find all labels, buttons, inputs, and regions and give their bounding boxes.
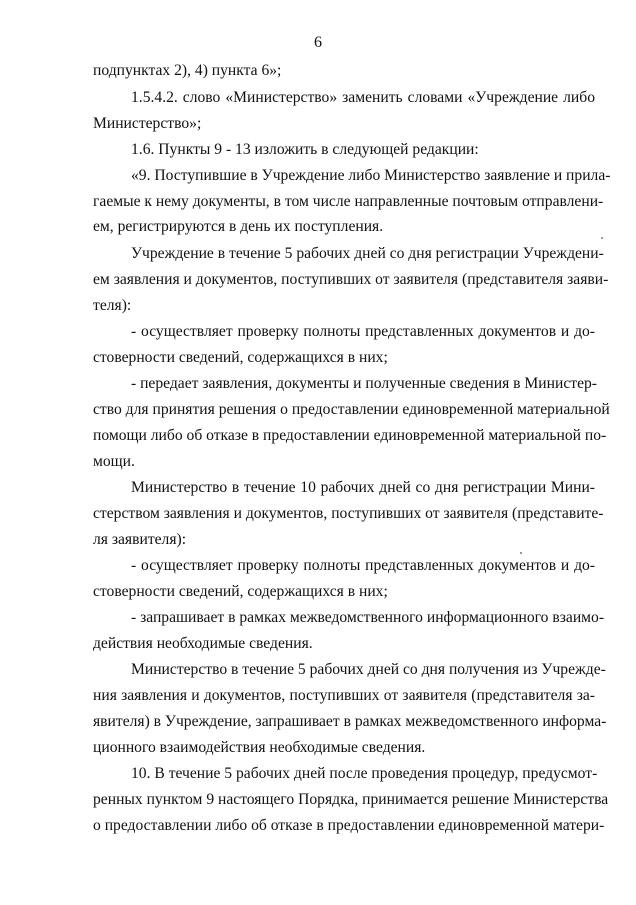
text-line: ционного взаимодействия необходимые сведения.	[93, 739, 426, 756]
text-line: стоверности сведений, содержащихся в них;	[93, 583, 388, 600]
text-line: помощи либо об отказе в предоставлении единовременной материальной по-	[93, 427, 607, 444]
text-line: стерством заявления и документов, поступивших от заявителя (представите-	[93, 505, 604, 522]
text-line: «9. Поступившие в Учреждение либо Министерство заявление и прила-	[131, 167, 611, 184]
text-line: Министерство в течение 10 рабочих дней со дня регистрации Мини-	[131, 479, 595, 496]
text-line: гаемые к нему документы, в том числе направленные почтовым отправлени-	[93, 193, 604, 210]
text-line: - запрашивает в рамках межведомственного информационного взаимо-	[131, 609, 605, 626]
text-line: 10. В течение 5 рабочих дней после проведения процедур, предусмот-	[131, 765, 598, 782]
text-line: ство для принятия решения о предоставлении единовременной материальной	[93, 401, 610, 418]
text-line: 1.6. Пункты 9 - 13 изложить в следующей редакции:	[131, 141, 479, 158]
scan-speck	[601, 237, 603, 239]
page-number: 6	[314, 34, 322, 51]
text-line: ем заявления и документов, поступивших от заявителя (представителя заяви-	[93, 271, 609, 288]
text-line: явителя) в Учреждение, запрашивает в рамках межведомственного информа-	[93, 713, 607, 730]
text-line: мощи.	[93, 453, 135, 470]
text-line: Учреждение в течение 5 рабочих дней со дня регистрации Учреждени-	[131, 245, 604, 262]
text-line: ренных пунктом 9 настоящего Порядка, принимается решение Министерства	[93, 791, 609, 808]
text-line: действия необходимые сведения.	[93, 635, 313, 652]
text-line: ем, регистрируются в день их поступления.	[93, 218, 384, 235]
text-line: подпунктах 2), 4) пункта 6»;	[93, 62, 282, 79]
text-line: 1.5.4.2. слово «Министерство» заменить словами «Учреждение либо	[131, 89, 595, 106]
text-line: стоверности сведений, содержащихся в них;	[93, 349, 388, 366]
text-line: - передает заявления, документы и полученные сведения в Министер-	[131, 375, 597, 392]
text-line: ния заявления и документов, поступивших от заявителя (представителя за-	[93, 687, 595, 704]
text-line: о предоставлении либо об отказе в предоставлении единовременной матери-	[93, 817, 605, 834]
text-line: ля заявителя):	[93, 531, 187, 548]
text-line: теля):	[93, 297, 132, 314]
scan-speck	[520, 552, 522, 554]
text-line: Министерство»;	[93, 115, 202, 132]
text-line: Министерство в течение 5 рабочих дней со дня получения из Учрежде-	[131, 661, 606, 678]
text-line: - осуществляет проверку полноты представленных документов и до-	[131, 557, 595, 574]
text-line: - осуществляет проверку полноты представленных документов и до-	[131, 323, 595, 340]
